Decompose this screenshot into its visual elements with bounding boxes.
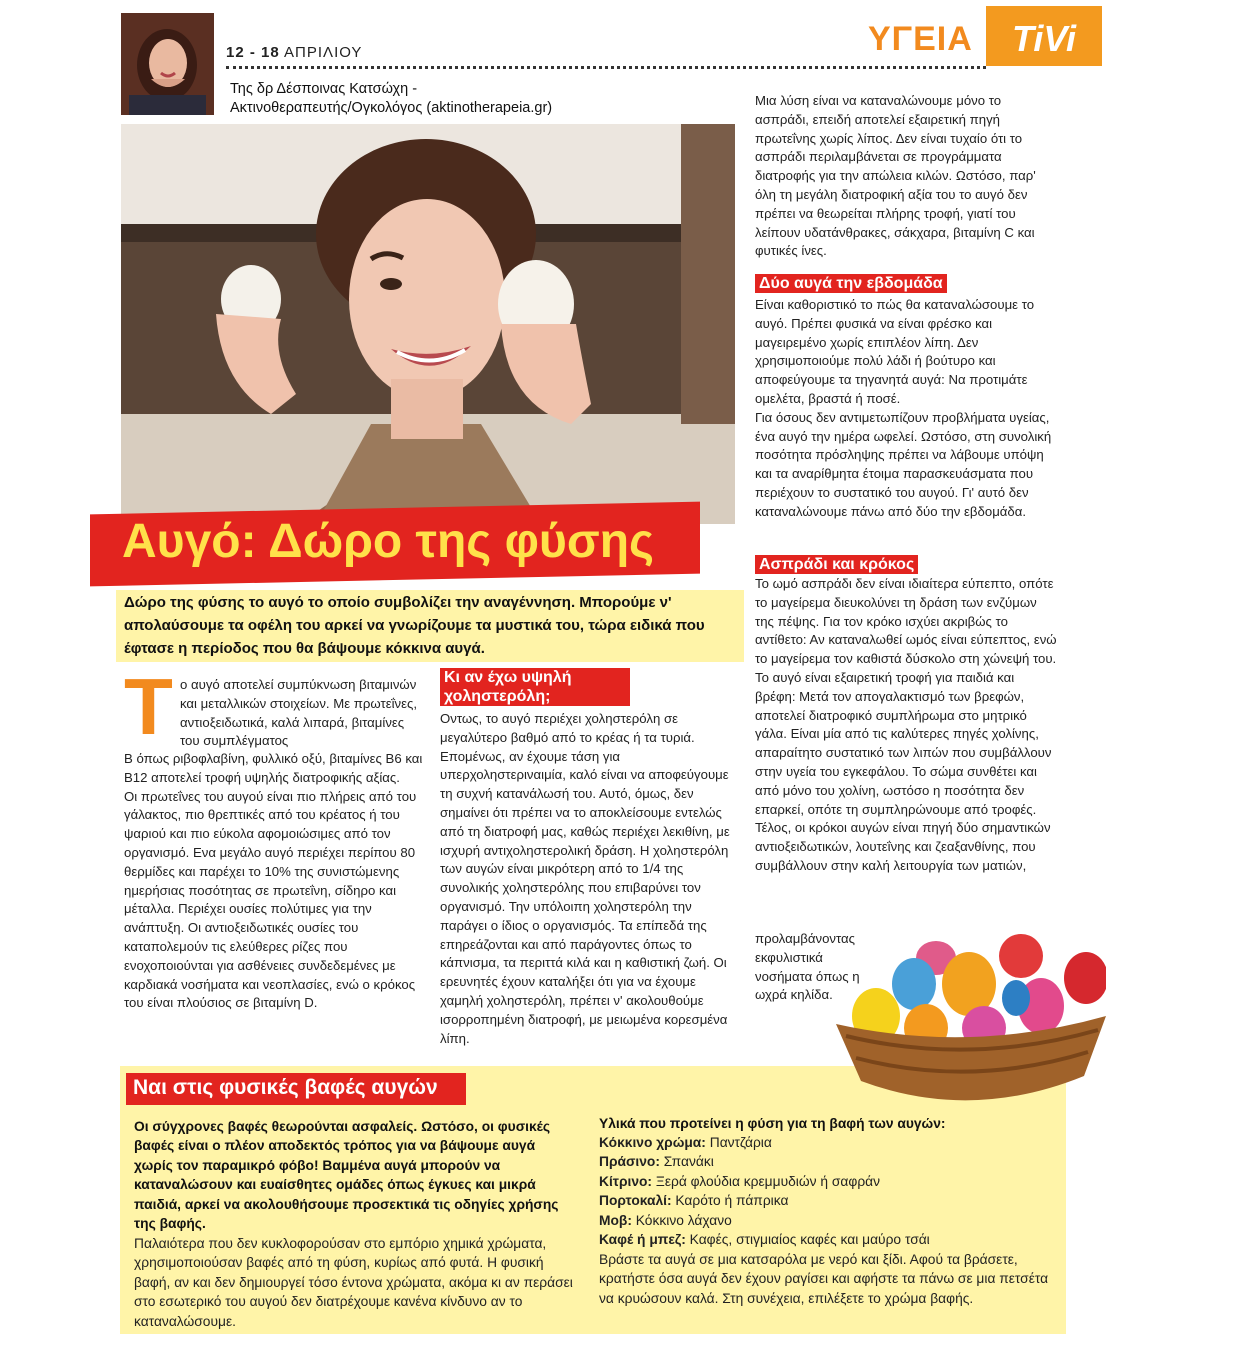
issue-date: 12 - 18 ΑΠΡΙΛΙΟΥ [226,44,363,61]
dye-item-green: Πράσινο: Σπανάκι [599,1154,714,1170]
sidebar-title: Ναι στις φυσικές βαφές αυγών [133,1076,438,1099]
header-divider [226,66,986,69]
tivi-logo: TiVi [986,6,1102,66]
byline-author: Της δρ Δέσποινας Κατσώχη - [230,81,418,97]
dye-item-purple: Μοβ: Κόκκινο λάχανο [599,1212,732,1228]
subhead-cholesterol [440,668,630,706]
column1-opening: ο αυγό αποτελεί συμπύκνωση βιταμινών και μεταλλικών στοιχείων. Με πρωτεΐνες, αντιοξειδωτικά, καλά λιπαρά, βιταμίνες του συμπλέγματος [180,677,418,749]
column3-two-eggs-body: Είναι καθοριστικό το πώς θα καταναλώσουμε το αυγό. Πρέπει φυσικά να είναι φρέσκο και μαγειρεμένο χωρίς επιπλέον λίπη. Δεν χρησιμοποιούμε πολύ λάδι ή βούτυρο και αποφεύγουμε τα τηγανητά αυγά: Να προτιμάτε ομελέτα, βραστά ή ποσέ. Για όσους δεν αντιμετωπίζουν προβλήματα υγείας, ένα αυγό την ημέρα ωφελεί. Ωστόσο, στη συνολική ποσότητα πρόσληψης πρέπει να λάβουμε υπόψη και τα αναρίθμητα έτοιμα παρασκευάσματα που περιέχουν το συστατικό του αυγού. Γι' αυτό δεν καταναλώνουμε πάνω από δύο την εβδομάδα. [755,297,1052,519]
dye-item-yellow: Κίτρινο: Ξερά φλούδια κρεμμυδιών ή σαφράν [599,1173,881,1189]
easter-egg-basket-image [836,926,1106,1110]
dye-list-heading: Υλικά που προτείνει η φύση για τη βαφή των αυγών: [599,1116,946,1131]
dye-item-brown: Καφέ ή μπεζ: Καφές, στιγμιαίος καφές και μαύρο τσάι [599,1232,930,1248]
dye-item-orange: Πορτοκαλί: Καρότο ή πάπρικα [599,1193,789,1209]
hero-image [121,124,735,524]
byline [230,80,552,118]
column2-body: Οντως, το αυγό περιέχει χοληστερόλη σε μεγαλύτερο βαθμό από το κρέας ή τα τυριά. Επομένως, αν έχουμε τάση για υπερχοληστεριναιμία, καλό είναι να αποφεύγουμε τη συχνή κατανάλωσή του. Αυτό, όμως, δεν σημαίνει ότι πρέπει να το αποκλείσουμε εντελώς από τη διατροφή μας, καθώς περιέχει λεκιθίνη, με ισχυρή αντιχοληστερολική δράση. Η χοληστερόλη των αυγών είναι μικρότερη από το 1/4 της συνολικής χοληστερόλης που επιβαρύνει τον οργανισμό. Την υπόλοιπη χοληστερόλη την παράγει ο ίδιος ο οργανισμός. Τα επίπεδά της επηρεάζονται και από παράγοντες όπως το κάπνισμα, τα περιττά κιλά και η καθιστική ζωή. Οι ερευνητές έχουν καταλήξει ότι για να έχουμε χαμηλή χοληστερόλη, πρέπει ν' ακολουθούμε ισορροπημένη διατροφή, με μειωμένα κορεσμένα λίπη. [440,711,730,1046]
subhead-cholesterol-text: Κι αν έχω υψηλή χοληστερόλη; [440,668,630,706]
byline-title: Ακτινοθεραπευτής/Ογκολόγος (aktinotherapeia.gr) [230,100,553,116]
subhead-white-yolk-text: Ασπράδι και κρόκος [755,555,918,574]
sidebar-body: Παλαιότερα που δεν κυκλοφορούσαν στο εμπόριο χημικά χρώματα, χρησιμοποιούσαν βαφές από τη φύση, κυρίως από φυτά. Η φυσική βαφή, αν και δεν δημιουργεί τόσο έντονα χρώματα, ακόμα κι αν περάσει στο εσωτερικό του αυγού δεν διατρέχουμε κανένα κίνδυνο αν το καταναλώσουμε. [134,1236,573,1329]
subhead-white-yolk [755,555,918,574]
article-lead: Δώρο της φύσης το αυγό το οποίο συμβολίζει την αναγέννηση. Μπορούμε ν' απολαύσουμε τα οφέλη του αρκεί να γνωρίζουμε τα μυστικά του, τώρα ειδικά που έφτασε η περίοδος που θα βάψουμε κόκκινα αυγά. [124,594,705,657]
article-headline: Αυγό: Δώρο της φύσης [122,515,654,568]
column3-white-yolk-body: Το ωμό ασπράδι δεν είναι ιδιαίτερα εύπεπτο, οπότε το μαγείρεμα διευκολύνει τη δράση των ενζύμων της πέψης. Για τον κρόκο ισχύει ακριβώς το αντίθετο: Αν καταναλωθεί ωμός είναι εύπεπτος, ενώ το μαγείρεμα τον καθιστά δύσκολο στη χώνεψή του. Το αυγό είναι εξαιρετική τροφή για παιδιά και βρέφη: Μετά τον απογαλακτισμό των βρεφών, αποτελεί διατροφικό συμπλήρωμα στο μητρικό γάλα. Είναι μία από τις καλύτερες πηγές χολίνης, απαραίτητο συστατικό των λιπών που συμβάλλουν στην υγεία του εγκεφάλου. Το σώμα συνθέτει και από μόνο του χολίνη, ωστόσο η ποσότητα δεν επαρκεί, οπότε τη συμπληρώνουμε από τροφές. Τέλος, οι κρόκοι αυγών είναι πηγή δύο σημαντικών αντιοξειδωτικών, λουτεΐνης και ζεαξανθίνης, που συμβάλλουν στην καλή λειτουργία των ματιών, [755,576,1057,873]
column1-body: Β όπως ριβοφλαβίνη, φυλλικό οξύ, βιταμίνες Β6 και Β12 αποτελεί τροφή υψηλής διατροφικής αξίας. Οι πρωτεΐνες του αυγού είναι πιο πλήρεις από του γάλακτος, πιο θρεπτικές από του κρέατος ή του ψαριού και πιο εύκολα αφομοιώσιμες από τον οργανισμό. Ενα μεγάλο αυγό περιέχει περίπου 80 θερμίδες και παρέχει το 10% της συνιστώμενης ημερήσιας ποσότητας σε πρωτεΐνη, σίδηρο και μέταλλα. Περιέχει ουσίες πολύτιμες για την ανάπτυξη. Οι αντιοξειδωτικές ουσίες του καταπολεμούν τις ελεύθερες ρίζες που ενοχοποιούνται για ασθένειες συνδεδεμένες με καρδιακά νοσήματα και νεοπλασίες, ενώ ο κρόκος του είναι πλούσιος σε βιταμίνη D. [124,751,423,1011]
subhead-two-eggs-text: Δύο αυγά την εβδομάδα [755,274,947,293]
section-title: ΥΓΕΙΑ [868,20,973,58]
dye-instructions: Βράστε τα αυγά σε μια κατσαρόλα με νερό και ξίδι. Αφού τα βράσετε, κρατήστε όσα αυγά δεν έχουν ραγίσει και αφήστε τα πάνω σε μια πετσέτα να κρυώσουν καλά. Στη συνέχεια, επιλέξετε το χρώμα βαφής. [599,1252,1049,1306]
dye-color-list [599,1133,1059,1249]
sidebar-lead: Οι σύγχρονες βαφές θεωρούνται ασφαλείς. Ωστόσο, οι φυσικές βαφές είναι ο πλέον αποδεκτός τρόπος για να βάψουμε αυγά χωρίς τον παραμικρό φόβο! Βαμμένα αυγά μπορούν να καταναλώσουν και ευαίσθητες ομάδες όπως έγκυες και μικρά παιδιά, αρκεί να ακολουθήσουμε προσεκτικά τις οδηγίες χρήσης της βαφής. [134,1119,559,1232]
drop-cap: Τ [124,662,173,751]
subhead-two-eggs [755,274,947,293]
column3-intro: Μια λύση είναι να καταναλώνουμε μόνο το ασπράδι, επειδή αποτελεί εξαιρετική πηγή πρωτεΐνης χωρίς λίπος. Δεν είναι τυχαίο ότι το ασπράδι περιλαμβάνεται σε προγράμματα διατροφής για την απώλεια κιλών. Ωστόσο, παρ' όλη τη μεγάλη διατροφική αξία του το αυγό δεν πρέπει να θεωρείται πλήρης τροφή, γιατί του λείπουν υδατάνθρακες, σάκχαρα, βιταμίνη C και φυτικές ίνες. [755,93,1036,259]
author-photo [121,13,214,115]
dye-item-red: Κόκκινο χρώμα: Παντζάρια [599,1135,772,1150]
column3-ending: προλαμβάνοντας εκφυλιστικά νοσήματα όπως η ωχρά κηλίδα. [755,931,860,1003]
